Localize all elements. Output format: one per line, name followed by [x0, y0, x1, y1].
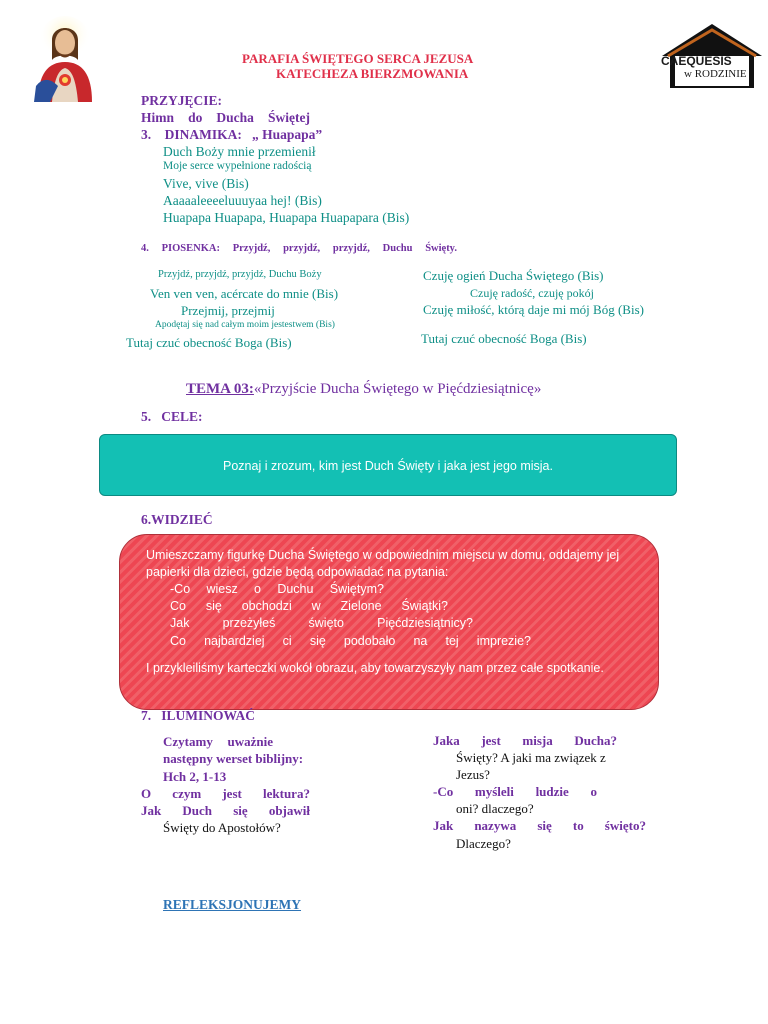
- word: to: [572, 818, 584, 833]
- word: czym: [172, 786, 202, 801]
- logo-text-1: CAEQUESIS: [661, 54, 732, 68]
- il-right-line: oni? dlaczego?: [456, 801, 534, 816]
- word: Przyjdź,: [232, 243, 271, 254]
- question-4: [170, 634, 531, 648]
- il-right-line: [433, 733, 617, 749]
- il-left-line: Święty do Apostołów?: [163, 820, 281, 835]
- word: święto?: [604, 818, 646, 833]
- cele-text: Poznaj i zrozum, kim jest Duch Święty i jaka jest jego misja.: [223, 459, 553, 473]
- word: Czytamy: [163, 734, 213, 749]
- cele-heading: 5. CELE:: [141, 409, 203, 424]
- word: przyjdź,: [283, 243, 321, 254]
- word: jest: [481, 733, 501, 748]
- word: najbardziej: [204, 634, 265, 648]
- word: się: [537, 818, 552, 833]
- word: obchodzi: [241, 599, 292, 613]
- piosenka-left-line: Ven ven ven, acércate do mnie (Bis): [150, 286, 339, 301]
- widziec-box: [119, 534, 659, 710]
- refleksjonujemy-link[interactable]: REFLEKSJONUJEMY: [163, 897, 302, 912]
- przyjecie-heading: PRZYJĘCIE:: [141, 93, 223, 108]
- word: przyjdź,: [332, 243, 370, 254]
- dinamika-heading: [141, 127, 322, 143]
- il-right-line: Święty? A jaki ma związek z: [456, 750, 606, 765]
- iluminowac-heading: 7. ILUMINOWAĆ: [141, 708, 256, 723]
- logo-text-2: w RODZINIE: [684, 68, 747, 80]
- word: się: [205, 599, 222, 613]
- cele-box: [99, 434, 677, 496]
- word: jest: [222, 786, 242, 801]
- word: -Co: [170, 582, 191, 596]
- word: ludzie: [535, 784, 569, 799]
- widziec-intro: papierki dla dzieci, gdzie będą odpowiadać na pytania:: [146, 565, 449, 579]
- section-heading: DINAMIKA:: [164, 127, 242, 142]
- word: podobało: [343, 634, 396, 648]
- piosenka-left-line: Apodętaj się nad całym moim jestestwem (Bis): [155, 320, 335, 330]
- word: myśleli: [474, 784, 514, 799]
- word: uważnie: [227, 734, 273, 749]
- catechesis-title: KATECHEZA BIERZMOWANIA: [276, 66, 469, 81]
- word: PIOSENKA:: [161, 243, 220, 254]
- il-right-line: [433, 818, 646, 834]
- il-left-line: [141, 803, 310, 819]
- word: się: [233, 803, 248, 818]
- widziec-outro: I przykleiliśmy karteczki wokół obrazu, aby towarzyszyły nam przez całe spotkanie.: [146, 661, 604, 675]
- word: Co: [170, 634, 186, 648]
- question-1: [170, 582, 384, 596]
- word: misja: [522, 733, 553, 748]
- word: imprezie?: [476, 634, 531, 648]
- sacred-heart-image: [30, 14, 100, 102]
- word: o: [590, 784, 597, 799]
- word: Święty.: [425, 243, 457, 254]
- word: w: [311, 599, 321, 613]
- word: Pięćdziesiątnicy?: [377, 616, 473, 630]
- word: Świętej: [267, 110, 310, 125]
- word: tej: [445, 634, 459, 648]
- word: Duch: [182, 803, 213, 818]
- word: lektura?: [263, 786, 310, 801]
- piosenka-right-line: Czuję ogień Ducha Świętego (Bis): [423, 268, 604, 283]
- question-2: [170, 599, 448, 613]
- il-left-line: następny werset biblijny:: [163, 751, 304, 766]
- word: o: [254, 582, 261, 596]
- word: święto: [308, 616, 344, 630]
- piosenka-right-line: Czuję miłość, którą daje mi mój Bóg (Bis): [423, 302, 644, 317]
- word: Duchu: [277, 582, 314, 596]
- word: ci: [282, 634, 292, 648]
- word: Duchu: [382, 243, 413, 254]
- tema-title: [186, 381, 541, 398]
- piosenka-left-line: Przyjdź, przyjdź, przyjdź, Duchu Boży: [158, 269, 322, 280]
- word: Jak: [141, 803, 162, 818]
- piosenka-right-line: Tutaj czuć obecność Boga (Bis): [421, 331, 587, 346]
- il-left-line: [141, 786, 310, 802]
- tema-label: TEMA 03:: [186, 381, 254, 397]
- dinamika-line: Duch Boży mnie przemienił: [163, 144, 316, 159]
- word: się: [309, 634, 326, 648]
- word: Jak: [170, 616, 190, 630]
- word: O: [141, 786, 152, 801]
- word: Himn: [141, 110, 175, 125]
- word: Co: [170, 599, 186, 613]
- caequesis-logo: [658, 22, 766, 90]
- section-number: 4.: [141, 243, 149, 254]
- word: Świątki?: [401, 599, 448, 613]
- word: Zielone: [340, 599, 382, 613]
- dinamika-line: Vive, vive (Bis): [163, 176, 249, 191]
- word: objawił: [268, 803, 310, 818]
- il-left-line: [163, 734, 273, 750]
- word: Jak: [433, 818, 454, 833]
- dinamika-line: Huapapa Huapapa, Huapapa Huapapara (Bis): [163, 210, 410, 225]
- widziec-intro: Umieszczamy figurkę Ducha Świętego w odpowiednim miejscu w domu, oddajemy jej: [146, 548, 620, 562]
- piosenka-right-line: Czuję radość, czuję pokój: [470, 286, 594, 300]
- word: Ducha?: [574, 733, 617, 748]
- tema-name: «Przyjście Ducha Świętego w Pięćdziesiątnicę»: [253, 381, 542, 397]
- piosenka-left-line: Tutaj czuć obecność Boga (Bis): [126, 335, 292, 350]
- word: przeżyłeś: [222, 616, 276, 630]
- il-left-line: Hch 2, 1-13: [163, 769, 227, 784]
- dinamika-line: Moje serce wypełnione radością: [163, 160, 312, 172]
- piosenka-left-line: Przejmij, przejmij: [181, 303, 275, 318]
- section-title: „ Huapapa”: [252, 127, 323, 142]
- word: na: [413, 634, 428, 648]
- word: nazywa: [474, 818, 517, 833]
- il-right-line: [433, 784, 597, 800]
- il-right-line: Dlaczego?: [456, 836, 511, 851]
- widziec-heading: 6.WIDZIEĆ: [141, 512, 213, 527]
- section-number: 3.: [141, 127, 152, 142]
- word: wiesz: [206, 582, 238, 596]
- question-3: [170, 616, 473, 630]
- il-right-line: Jezus?: [456, 767, 490, 782]
- word: do: [188, 110, 203, 125]
- piosenka-heading: [141, 243, 457, 254]
- word: Świętym?: [329, 582, 384, 596]
- parish-title: PARAFIA ŚWIĘTEGO SERCA JEZUSA: [242, 51, 474, 66]
- word: Ducha: [216, 110, 254, 125]
- word: -Co: [433, 784, 454, 799]
- word: Jaka: [433, 733, 460, 748]
- dinamika-line: Aaaaaleeeeluuuyaa hej! (Bis): [163, 193, 322, 208]
- hymn-line: [141, 110, 310, 126]
